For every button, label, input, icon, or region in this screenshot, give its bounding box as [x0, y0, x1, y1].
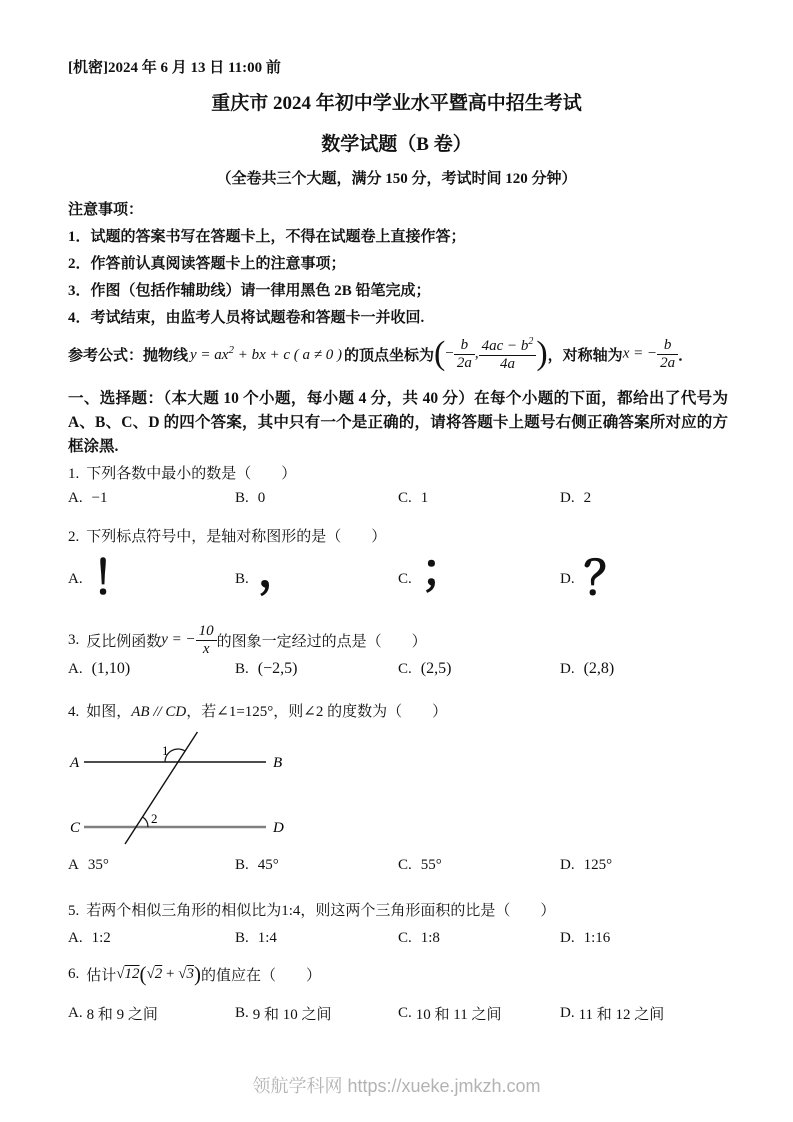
question-5-number: 5.: [68, 903, 80, 919]
question-2-text: 下列标点符号中，是轴对称图形的是（ ）: [86, 529, 387, 545]
option-6b: B. 9 和 10 之间: [235, 1005, 332, 1023]
question-1-text: 下列各数中最小的数是（ ）: [86, 466, 297, 482]
parallel-lines-expression: AB // CD: [131, 704, 187, 720]
exam-title: 重庆市 2024 年初中学业水平暨高中招生考试: [211, 93, 582, 114]
option-4d: D. 125°: [560, 857, 613, 873]
option-6d: D. 11 和 12 之间: [560, 1005, 665, 1023]
question-6-number: 6.: [68, 965, 80, 982]
option-2b: B. ，: [235, 548, 398, 610]
notice-item-3: 3．作图（包括作辅助线）请一律用黑色 2B 铅笔完成；: [68, 283, 431, 299]
label-a: A: [70, 755, 80, 771]
watermark-text: 领航学科网 https://xueke.jmkzh.com: [252, 1076, 541, 1096]
question-4-text-post: ，若∠1=125°，则∠2 的度数为（ ）: [186, 704, 448, 720]
vertex-coordinates: (− $\frac{b}{2a}$ , $\frac{4ac - b^2}{4a}$ ): [434, 335, 548, 372]
option-5c: C. 1:8: [398, 930, 440, 946]
question-6-text-pre: 估计: [86, 967, 117, 984]
label-b: B: [273, 755, 283, 771]
question-1: [68, 462, 296, 483]
option-1c: C. 1: [398, 490, 429, 506]
section-one-heading: 一、选择题：（本大题 10 个小题，每小题 4 分，共 40 分）在每个小题的下面，都给出了代号为 A、B、C、D 的四个答案，其中只有一个是正确的，请将答题卡上题号右侧正确答案所对应的方框涂黑.: [68, 390, 728, 455]
question-3-text-pre: 反比例函数: [86, 633, 162, 650]
notice-heading: 注意事项：: [68, 202, 144, 218]
label-c: C: [70, 820, 81, 836]
angle-2-label: 2: [151, 811, 158, 826]
option-4a: A 35°: [68, 857, 109, 873]
axis-label: ，对称轴为: [547, 347, 623, 364]
option-6c: C. 10 和 11 之间: [398, 1005, 502, 1023]
comma-glyph: ，: [257, 545, 304, 596]
option-4b: B. 45°: [235, 857, 279, 873]
question-2-number: 2.: [68, 529, 80, 545]
question-6: [68, 958, 321, 990]
inverse-function-expression: y = − $\frac{10}{x}$: [161, 623, 216, 657]
option-3d: D. (2,8): [560, 660, 615, 677]
notice-item-1: 1．试题的答案书写在答题卡上，不得在试题卷上直接作答；: [68, 229, 466, 245]
option-5a: A. 1:2: [68, 930, 111, 946]
paper-title: 数学试题（B 卷）: [321, 134, 472, 155]
paper-subtitle: （全卷共三个大题，满分 150 分，考试时间 120 分钟）: [216, 171, 577, 187]
question-5-options: [68, 930, 730, 947]
semicolon-glyph: ；: [420, 545, 467, 596]
option-3b: B. (−2,5): [235, 660, 298, 677]
option-1b: B. 0: [235, 490, 266, 506]
notice-item-4: 4．考试结束，由监考人员将试题卷和答题卡一并收回.: [68, 310, 425, 326]
exclamation-glyph: ！: [91, 553, 138, 604]
option-1a: A. −1: [68, 490, 108, 506]
question-5-text: 若两个相似三角形的相似比为1:4，则这两个三角形面积的比是（ ）: [86, 903, 556, 919]
question-2: [68, 525, 386, 546]
confidential-line: [机密]2024 年 6 月 13 日 11:00 前: [68, 60, 281, 76]
radical-expression: √12(√2 + √3): [116, 961, 201, 986]
question-3-number: 3.: [68, 631, 80, 648]
parallel-lines-diagram: [68, 722, 298, 852]
angle-2-arc: [143, 817, 149, 827]
parabola-expression: $y = ax^2$ + bx + c ( a ≠ 0 ): [190, 344, 342, 363]
option-4c: C. 55°: [398, 857, 442, 873]
option-3a: A. (1,10): [68, 660, 131, 677]
option-2c: C. ；: [398, 548, 560, 610]
option-5b: B. 1:4: [235, 930, 277, 946]
question-6-options: [68, 1003, 730, 1024]
option-2d: D. ？: [560, 548, 730, 610]
label-d: D: [273, 820, 284, 836]
question-6-text-post: 的值应在（ ）: [200, 967, 321, 984]
option-6a: A. 8 和 9 之间: [68, 1005, 158, 1023]
question-1-number: 1.: [68, 466, 80, 482]
question-3: [68, 618, 427, 662]
option-5d: D. 1:16: [560, 930, 611, 946]
question-4-number: 4.: [68, 704, 80, 720]
question-5: [68, 899, 555, 920]
question-4-options: [68, 857, 730, 874]
question-3-options: [68, 660, 730, 678]
reference-formula: 参考公式：抛物线 $y = ax^2$ + bx + c ( a ≠ 0 ) 的顶点坐标为 (− $\frac{b}{2a}$ , $\frac{4ac - b^2}{4a}$ ) ，对称轴为 x = − $\frac{b}{2a}$ ．: [68, 335, 694, 372]
notice-list: [68, 224, 466, 332]
angle-1-label: 1: [162, 743, 169, 758]
question-4-text-pre: 如图，: [86, 704, 132, 720]
axis-equation: x = − $\frac{b}{2a}$: [623, 337, 678, 371]
question-mark-glyph: ？: [583, 553, 630, 604]
question-1-options: [68, 490, 730, 507]
notice-item-2: 2．作答前认真阅读答题卡上的注意事项；: [68, 256, 346, 272]
question-2-options: [68, 545, 730, 610]
option-3c: C. (2,5): [398, 660, 452, 677]
question-4-figure: [68, 722, 298, 857]
question-4: [68, 700, 447, 721]
formula-mid: 的顶点坐标为: [344, 347, 435, 364]
option-1d: D. 2: [560, 490, 592, 506]
question-3-text-post: 的图象一定经过的点是（ ）: [216, 633, 427, 650]
formula-prefix: 参考公式：抛物线: [68, 347, 189, 364]
option-2a: A. ！: [68, 548, 235, 610]
